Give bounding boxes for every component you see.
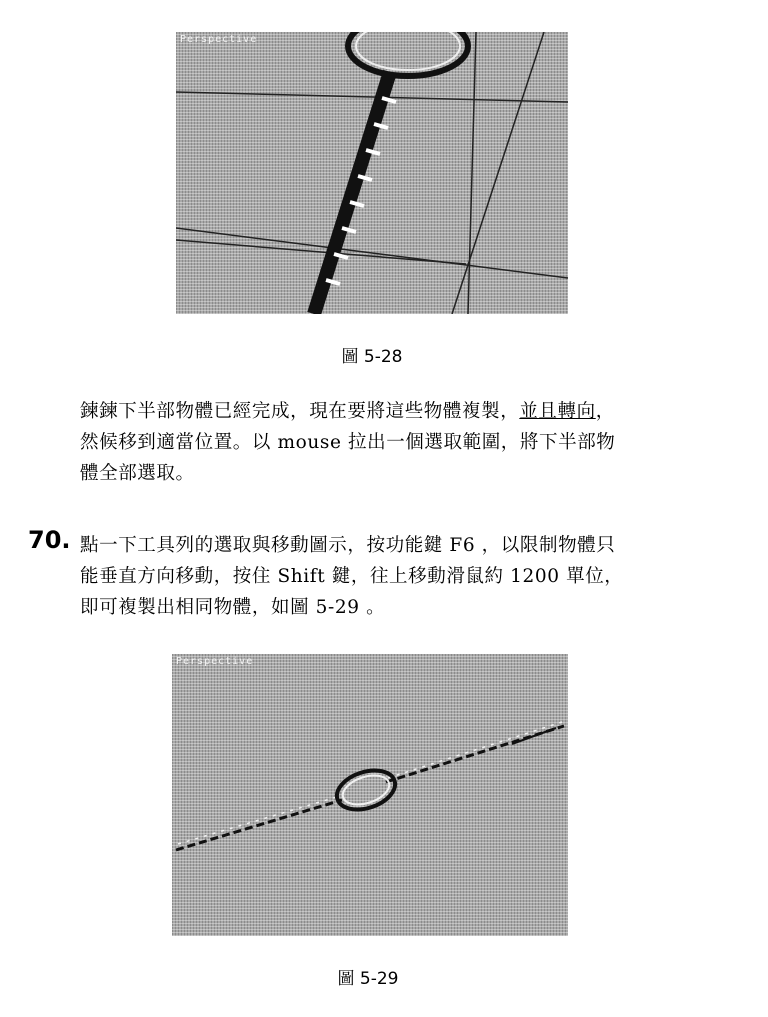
viewport-label: Perspective bbox=[176, 656, 254, 667]
step-number: 70. bbox=[28, 526, 71, 554]
step-instructions bbox=[80, 530, 623, 623]
paragraph-line: 點一下工具列的選取與移動圖示，按功能鍵 F6 ，以限制物體只 bbox=[80, 535, 616, 556]
figure-caption: 圖 5-29 bbox=[337, 969, 399, 989]
underlined-text: 並且轉向 bbox=[519, 401, 596, 422]
paragraph-line bbox=[80, 396, 615, 427]
figure-5-28-viewport bbox=[176, 32, 568, 314]
figure-5-29-viewport bbox=[172, 654, 568, 936]
viewport-label: Perspective bbox=[180, 34, 258, 45]
chain-lower-half-render bbox=[176, 32, 568, 314]
paragraph-line: 然候移到適當位置。以 mouse 拉出一個選取範圍，將下半部物 bbox=[80, 432, 616, 453]
text-span: 鍊鍊下半部物體已經完成，現在要將這些物體複製， bbox=[80, 401, 520, 422]
figure-caption: 圖 5-28 bbox=[341, 347, 403, 367]
paragraph-line: 體全部選取。 bbox=[80, 463, 195, 484]
chain-duplicated-render bbox=[172, 654, 568, 936]
paragraph-line: 能垂直方向移動，按住 Shift 鍵，往上移動滑鼠約 1200 單位， bbox=[80, 566, 624, 587]
text-span: ， bbox=[595, 401, 615, 422]
paragraph-intro bbox=[80, 396, 615, 489]
paragraph-line: 即可複製出相同物體，如圖 5-29 。 bbox=[80, 597, 386, 618]
